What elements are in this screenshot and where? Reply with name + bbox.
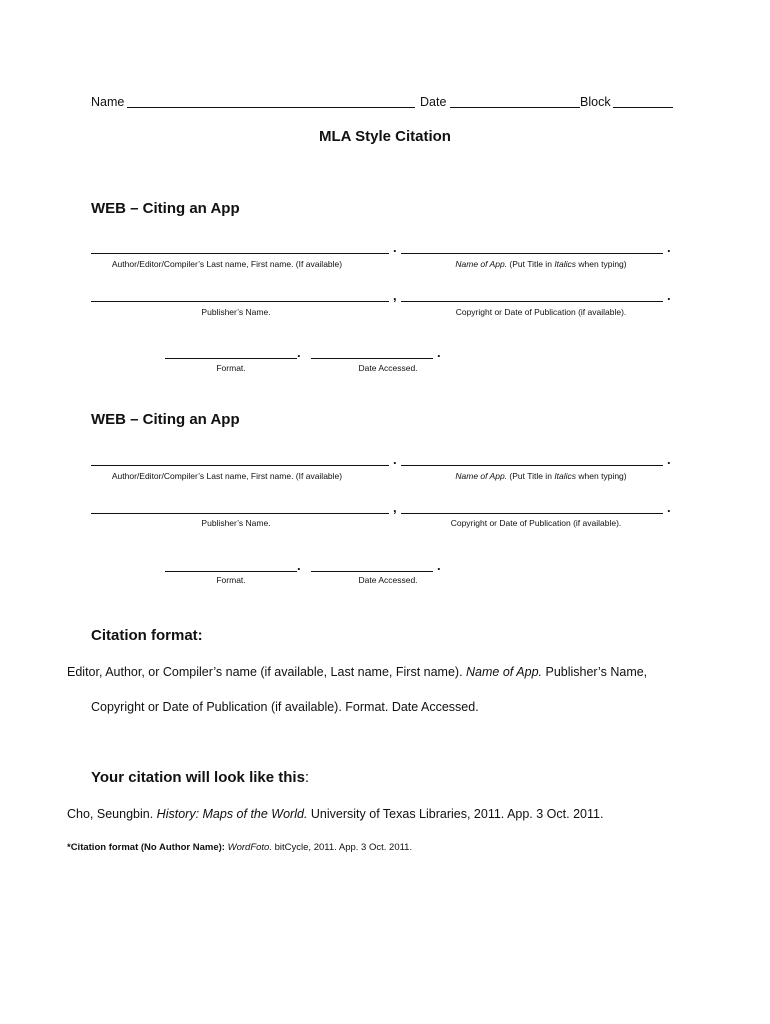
copyright-field[interactable]	[401, 513, 663, 514]
format-label: Format.	[216, 575, 246, 585]
copyright-label: Copyright or Date of Publication (if available).	[455, 307, 627, 317]
period-mark: .	[437, 345, 441, 360]
period-mark: .	[667, 240, 671, 255]
name-field[interactable]	[127, 107, 415, 108]
period-mark: .	[393, 452, 397, 467]
publisher-field[interactable]	[91, 301, 389, 302]
name-label: Name	[91, 95, 125, 109]
example-heading: Your citation will look like this:	[91, 769, 310, 786]
copyright-field[interactable]	[401, 301, 663, 302]
date-field[interactable]	[450, 107, 580, 108]
block-field[interactable]	[613, 107, 673, 108]
citation-format-line2: Copyright or Date of Publication (if available). Format. Date Accessed.	[91, 700, 479, 714]
comma-mark: ,	[393, 288, 397, 303]
format-field[interactable]	[165, 571, 297, 572]
section-heading: WEB – Citing an App	[91, 200, 240, 217]
no-author-note: *Citation format (No Author Name): WordFoto. bitCycle, 2011. App. 3 Oct. 2011.	[67, 842, 413, 853]
app-name-label: Name of App. (Put Title in Italics when typing)	[455, 471, 627, 481]
date-accessed-label: Date Accessed.	[358, 363, 418, 373]
author-field[interactable]	[91, 465, 389, 466]
publisher-field[interactable]	[91, 513, 389, 514]
citation-format-heading: Citation format:	[91, 627, 203, 644]
author-label: Author/Editor/Compiler’s Last name, First name. (If available)	[111, 471, 343, 481]
date-label: Date	[420, 95, 447, 109]
author-field[interactable]	[91, 253, 389, 254]
page-title: MLA Style Citation	[319, 128, 451, 145]
comma-mark: ,	[393, 500, 397, 515]
period-mark: .	[297, 345, 301, 360]
section-heading: WEB – Citing an App	[91, 411, 240, 428]
example-citation: Cho, Seungbin. History: Maps of the World. University of Texas Libraries, 2011. App. 3 Oct. 2011.	[67, 807, 604, 821]
period-mark: .	[437, 558, 441, 573]
date-accessed-field[interactable]	[311, 571, 433, 572]
citation-format-line1: Editor, Author, or Compiler’s name (if available, Last name, First name). Name of App. Publisher’s Name,	[67, 665, 648, 679]
period-mark: .	[667, 500, 671, 515]
period-mark: .	[667, 288, 671, 303]
period-mark: .	[667, 452, 671, 467]
date-accessed-label: Date Accessed.	[358, 575, 418, 585]
copyright-label: Copyright or Date of Publication (if available).	[450, 518, 622, 528]
app-name-field[interactable]	[401, 465, 663, 466]
author-label: Author/Editor/Compiler’s Last name, First name. (If available)	[111, 259, 343, 269]
format-field[interactable]	[165, 358, 297, 359]
format-label: Format.	[216, 363, 246, 373]
app-name-label: Name of App. (Put Title in Italics when typing)	[455, 259, 627, 269]
publisher-label: Publisher’s Name.	[201, 307, 271, 317]
period-mark: .	[297, 558, 301, 573]
period-mark: .	[393, 240, 397, 255]
block-label: Block	[580, 95, 611, 109]
app-name-field[interactable]	[401, 253, 663, 254]
date-accessed-field[interactable]	[311, 358, 433, 359]
publisher-label: Publisher’s Name.	[201, 518, 271, 528]
